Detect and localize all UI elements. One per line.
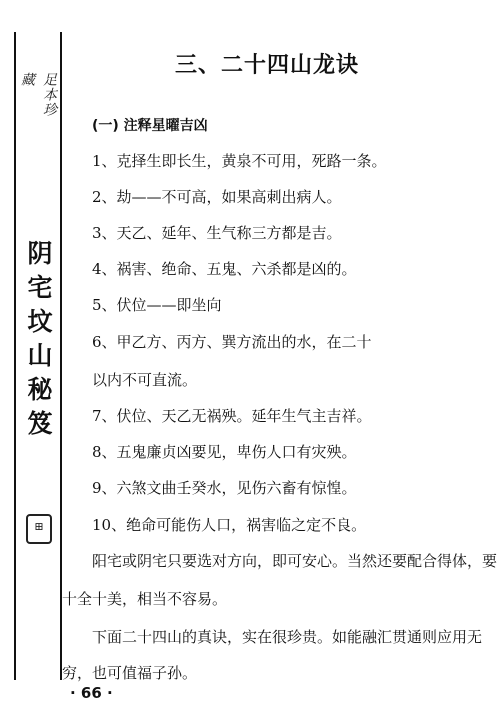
list-item-continuation: 以内不可直流。: [92, 371, 198, 389]
paragraph-line: 十全十美，相当不容易。: [62, 590, 228, 608]
paragraph-line: 穷，也可值福子孙。: [62, 664, 198, 682]
page-number: · 66 ·: [70, 684, 113, 702]
list-item: 10、绝命可能伤人口，祸害临之定不良。: [92, 516, 367, 534]
list-item: 3、天乙、延年、生气称三方都是吉。: [92, 224, 342, 242]
book-title: [16, 240, 60, 444]
list-item: 1、克择生即长生，黄泉不可用，死路一条。: [92, 152, 387, 170]
list-item: 9、六煞文曲壬癸水，见伤六畜有惊惶。: [92, 479, 357, 497]
paragraph-line: 阳宅或阴宅只要选对方向，即可安心。当然还要配合得体，要: [92, 552, 498, 570]
sidebar: [14, 32, 62, 680]
list-item: 7、伏位、天乙无祸殃。延年生气主吉祥。: [92, 407, 372, 425]
collection-line-1: 足本珍: [41, 72, 57, 117]
page-title: 三、二十四山龙诀: [175, 53, 360, 78]
section-subheading: (一) 注释星曜吉凶: [92, 118, 208, 134]
list-item: 6、甲乙方、丙方、巽方流出的水，在二十: [92, 333, 372, 351]
list-item: 2、劫——不可高，如果高刺出病人。: [92, 188, 342, 206]
collection-label: [16, 72, 60, 152]
book-title-text: 阴宅坟山秘笈: [24, 240, 53, 444]
paragraph-line: 下面二十四山的真诀，实在很珍贵。如能融汇贯通则应用无: [92, 628, 483, 646]
list-item: 4、祸害、绝命、五鬼、六杀都是凶的。: [92, 260, 357, 278]
seal-stamp: ⊞: [26, 514, 52, 544]
list-item: 8、五鬼廉贞凶要见，卑伤人口有灾殃。: [92, 443, 357, 461]
list-item: 5、伏位——即坐向: [92, 296, 222, 314]
collection-line-2: 藏: [19, 72, 35, 87]
